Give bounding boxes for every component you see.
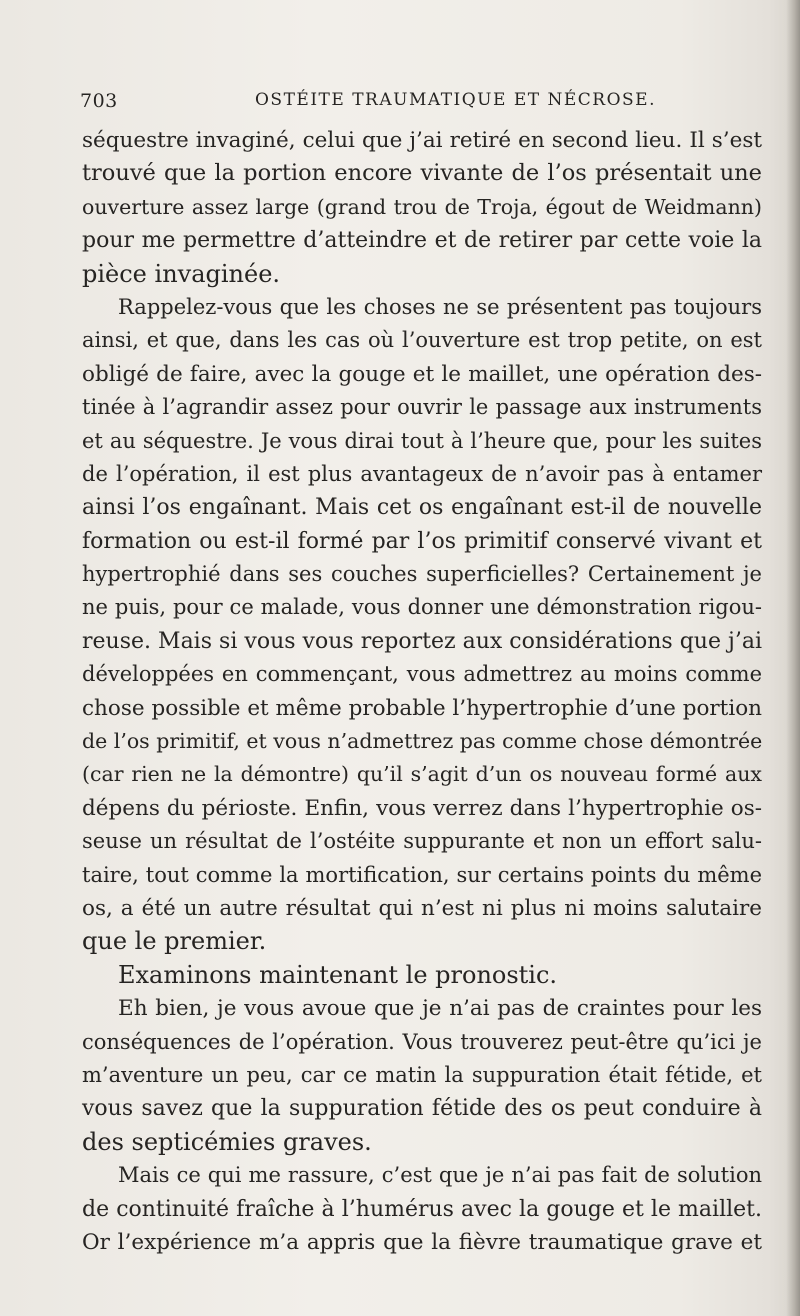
text-line: Mais ce qui me rassure, c’est que je n’ai pas fait de solution bbox=[118, 1163, 762, 1188]
text-line: séquestre invaginé, celui que j’ai retiré en second lieu. Il s’est bbox=[82, 128, 762, 153]
page-number: 703 bbox=[80, 90, 118, 112]
text-line: trouvé que la portion encore vivante de l’os présentait une bbox=[82, 160, 762, 187]
text-line: pour me permettre d’atteindre et de retirer par cette voie la bbox=[82, 228, 762, 254]
text-line: que le premier. bbox=[82, 927, 267, 956]
text-line: obligé de faire, avec la gouge et le maillet, une opération des- bbox=[82, 361, 762, 387]
text-line: dépens du périoste. Enfin, vous verrez dans l’hypertrophie os- bbox=[82, 795, 762, 821]
text-line: des septicémies graves. bbox=[82, 1127, 372, 1156]
text-line: formation ou est-il formé par l’os primitif conservé vivant et bbox=[82, 528, 762, 554]
text-line: développées en commençant, vous admettrez au moins comme bbox=[82, 662, 762, 687]
text-line: taire, tout comme la mortification, sur certains points du même bbox=[82, 862, 762, 887]
page-binding-shadow bbox=[786, 0, 800, 1316]
text-line: reuse. Mais si vous vous reportez aux considérations que j’ai bbox=[82, 628, 762, 654]
running-title: OSTÉITE TRAUMATIQUE ET NÉCROSE. bbox=[255, 90, 656, 110]
text-line: vous savez que la suppuration fétide des os peut conduire à bbox=[82, 1096, 762, 1122]
text-line: m’aventure un peu, car ce matin la suppuration était fétide, et bbox=[82, 1062, 762, 1087]
text-line: (car rien ne la démontre) qu’il s’agit d’un os nouveau formé aux bbox=[82, 762, 762, 787]
text-line: ainsi, et que, dans les cas où l’ouverture est trop petite, on est bbox=[82, 328, 762, 353]
text-line: hypertrophié dans ses couches superficielles? Certainement je bbox=[82, 562, 762, 587]
text-line: ainsi l’os engaînant. Mais cet os engaînant est-il de nouvelle bbox=[82, 495, 762, 521]
text-line: seuse un résultat de l’ostéite suppurante et non un effort salu- bbox=[82, 829, 762, 854]
page-header bbox=[0, 90, 800, 122]
text-line: de l’opération, il est plus avantageux de n’avoir pas à entamer bbox=[82, 461, 762, 486]
text-line: pièce invaginée. bbox=[82, 259, 281, 288]
body-text bbox=[82, 124, 762, 1259]
text-line: os, a été un autre résultat qui n’est ni plus ni moins salutaire bbox=[82, 895, 762, 921]
text-line: Eh bien, je vous avoue que je n’ai pas de craintes pour les bbox=[118, 996, 762, 1022]
text-line: de continuité fraîche à l’humérus avec la gouge et le maillet. bbox=[82, 1196, 762, 1222]
text-line: Rappelez-vous que les choses ne se présentent pas toujours bbox=[118, 294, 762, 319]
text-line: et au séquestre. Je vous dirai tout à l’heure que, pour les suites bbox=[82, 428, 762, 453]
text-line: conséquences de l’opération. Vous trouverez peut-être qu’ici je bbox=[82, 1029, 762, 1054]
text-line: chose possible et même probable l’hypertrophie d’une portion bbox=[82, 695, 762, 721]
text-line: de l’os primitif, et vous n’admettrez pas comme chose démontrée bbox=[82, 729, 763, 754]
text-line: tinée à l’agrandir assez pour ouvrir le passage aux instruments bbox=[82, 395, 762, 420]
text-line: ne puis, pour ce malade, vous donner une démonstration rigou- bbox=[82, 595, 762, 620]
text-line: ouverture assez large (grand trou de Troja, égout de Weidmann) bbox=[82, 194, 762, 219]
text-line: Examinons maintenant le pronostic. bbox=[118, 960, 558, 989]
text-line: Or l’expérience m’a appris que la fièvre traumatique grave et bbox=[82, 1229, 762, 1255]
